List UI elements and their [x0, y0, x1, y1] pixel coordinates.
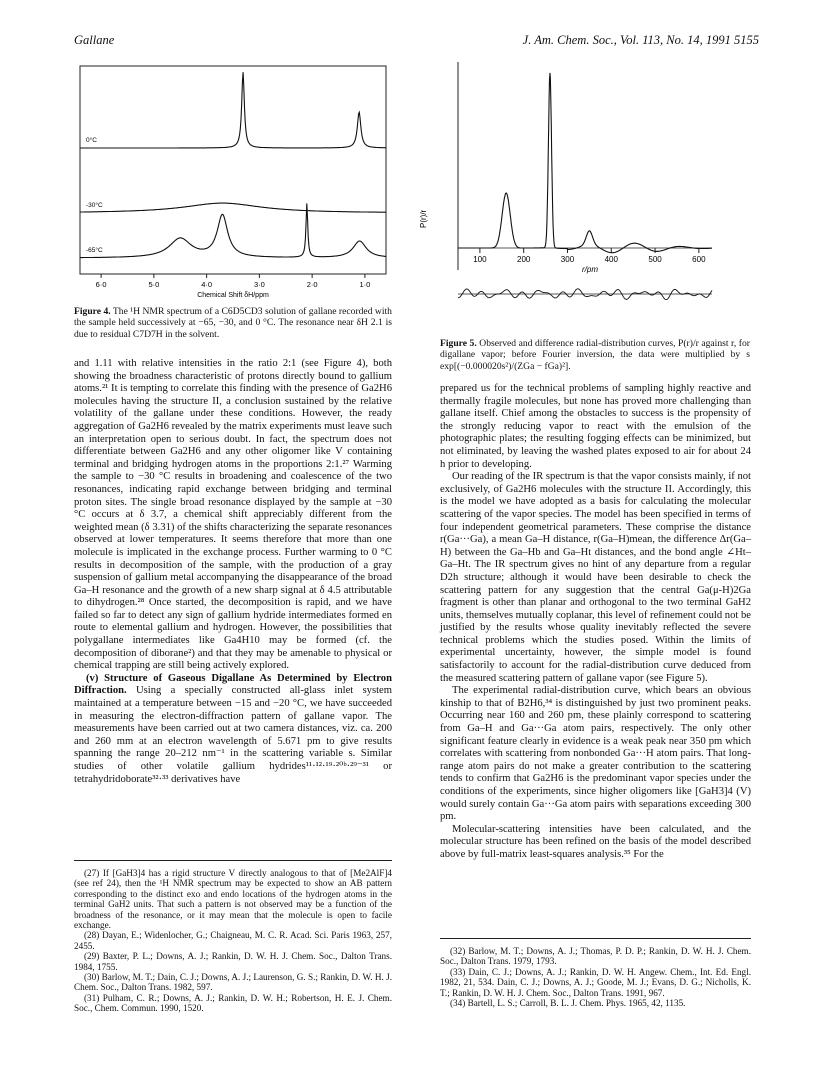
x-tick-label: 1·0 — [359, 280, 371, 289]
figure-4-x-axis-label: Chemical Shift δH/ppm — [197, 292, 269, 299]
x-tick-label: 200 — [517, 255, 531, 264]
left-paragraph-1: and 1.11 with relative intensities in the ratio 2:1 (see Figure 4), both showing the broadness characteristic of protons directly bound to gallium atoms.²¹ It is tempting to correlate this finding with the presence of Ga2H6 molecules having the structure II, a conclusion sustained by the relative volatility of the gallane under these conditions. However, the ready aggregation of Ga2H6 revealed by the matrix experiments must leave such an interpretation open to serious doubt. In fact, the spectrum does not differentiate between Ga2H6 and any other oligomer like V containing terminal and bridging hydrogen atoms in the proportions 2:1.²⁷ Warming the sample to −30 °C results in broadening and coalescence of the two resonances, indicating rapid exchange between bridging and terminal proton sites. The single broad resonance displayed by the sample at −30 °C occurs at δ 3.7, a chemical shift appreciably different from the weighted mean (δ 3.31) of the shifts characterizing the separate resonances observed at lower temperatures. It seems therefore that more than one molecule is implicated in the exchange process. Further warming to 0 °C results in decomposition of the sample, with the production of a gray suspension of gallium metal accompanying the disappearance of the broad Ga–H resonance and the growth of a new sharp signal at δ 4.5 attributable to dihydrogen.²⁸ Once started, the decomposition is rapid, and we have failed so far to detect any sign of gallium hydride intermediates formed en route to elemental gallium and hydrogen. However, the possibilities that polygallane intermediates like Ga4H10 may be formed (cf. the decomposition of diborane²) and that they may be amenable to physical or chemical trapping are still being actively explored. — [74, 358, 392, 672]
x-tick-label: 4·0 — [201, 280, 213, 289]
x-tick-label: 500 — [648, 255, 662, 264]
figure-5-caption — [440, 338, 750, 372]
figure-5-caption-text: Observed and difference radial-distribution curves, P(r)/r against r, for digallane vapor; before Fourier inversion, the data were multiplied by s exp[(−0.000020s²)/(ZGa − fGa)²]. — [440, 338, 750, 372]
footnote: (34) Bartell, L. S.; Carroll, B. L. J. Chem. Phys. 1965, 42, 1135. — [450, 998, 686, 1009]
nmr-trace — [80, 203, 386, 212]
left-column-body — [74, 358, 392, 786]
nmr-trace-temperature-label: -30°C — [86, 202, 103, 209]
footnote: (29) Baxter, P. L.; Downs, A. J.; Rankin, D. W. H. J. Chem. Soc., Dalton Trans. 1984, 1755. — [74, 951, 392, 972]
left-paragraph-2-text: Using a specially constructed all-glass inlet system maintained at a temperature between −15 and −20 °C, we have succeeded in measuring the electron-diffraction pattern of gallane vapor. The measurements have been carried out at two camera distances, viz. ca. 200 and 260 mm at an electron wavelength of 5.671 pm to give results spanning the range 20–212 nm⁻¹ in the scattering variable s. Similar studies of other volatile gallium hydrides¹¹·¹²·¹⁹·²⁰ᵇ·²⁹⁻³¹ or tetrahydridoborate³²·³³ derivatives have — [74, 685, 392, 785]
footnote: (31) Pulham, C. R.; Downs, A. J.; Rankin, D. W. H.; Robertson, H. E. J. Chem. Soc., Chem. Commun. 1990, 1520. — [74, 992, 392, 1014]
x-tick-label: 2·0 — [306, 280, 318, 289]
left-paragraph-2 — [74, 673, 392, 786]
right-paragraph-3: The experimental radial-distribution curve, which bears an obvious kinship to that of B2H6,³⁴ is distinguished by just two prominent peaks. Occurring near 160 and 260 pm, these plainly correspond to scattering from Ga–H and Ga···Ga atom pairs, respectively. The only other significant feature clearly in evidence is a weak peak near 350 pm which correlates with scattering from nonbonded Ga···H atom pairs. That long-range atom pairs do not make a greater contribution to the scattering tends to confirm that Ga2H6 is the predominant vapor species under the conditions of the experiments, since higher oligomers like [GaH3]4 (V) would surely contain Ga···Ga atom pairs with separations exceeding 300 pm. — [440, 685, 751, 823]
figure-4-frame — [80, 66, 386, 274]
right-paragraph-4: Molecular-scattering intensities have been calculated, and the molecular structure has been refined on the basis of the model described above by full-matrix least-squares analysis.³⁵ For the — [440, 823, 751, 860]
right-footnote-rule — [440, 938, 751, 939]
figure-4-caption-label: Figure 4. — [74, 306, 111, 317]
nmr-trace — [80, 72, 386, 148]
footnote: (28) Dayan, E.; Widenlocher, G.; Chaigneau, M. C. R. Acad. Sci. Paris 1963, 257, 2455. — [74, 930, 392, 951]
x-tick-label: 400 — [604, 255, 618, 264]
footnote: (33) Dain, C. J.; Downs, A. J.; Rankin, D. W. H. Angew. Chem., Int. Ed. Engl. 1982, 21, 534. Dain, C. J.; Downs, A. J.; Goode, M. J.; Evans, D. G.; Nicholls, K. T.; Rankin, D. W. H. J. Chem. Soc., Dalton Trans. 1991, 967. — [440, 966, 751, 998]
left-footnote-rule — [74, 860, 392, 861]
left-footnotes — [74, 868, 392, 1014]
x-tick-label: 100 — [473, 255, 487, 264]
nmr-trace-temperature-label: 0°C — [86, 137, 97, 144]
running-header-right: J. Am. Chem. Soc., Vol. 113, No. 14, 1991 5155 — [522, 33, 759, 47]
nmr-trace-temperature-label: -65°C — [86, 247, 103, 254]
right-paragraph-1: prepared us for the technical problems of sampling highly reactive and thermally fragile molecules, but none has proved more challenging than gallane itself. Chief among the obstacles to success is the propensity of the strongly reducing vapor to react with the emulsion of the photographic plates; the resulting fogging effects can be minimized, but not eliminated, by leaving the washed plates exposed to air for about 24 h prior to developing. — [440, 383, 751, 470]
figure-4-nmr-spectra — [74, 58, 394, 300]
x-tick-label: 5·0 — [148, 280, 160, 289]
footnote: (27) If [GaH3]4 has a rigid structure V directly analogous to that of [Me2AlF]4 (see ref 24), then the ¹H NMR spectrum may be expected to show an AB pattern corresponding to the distinct exo and endo locations of the hydrogen atoms in the terminal GaH2 units. That such a pattern is not observed may be a function of the broadness of the resonance, or it may mean that the molecule is open to facile exchange. — [74, 868, 392, 931]
figure-5-caption-label: Figure 5. — [440, 338, 477, 349]
section-heading-electron-diffraction: (v) Structure of Gaseous Digallane As Determined by Electron Diffraction. — [74, 672, 392, 697]
figure-5-observed-curve — [458, 73, 712, 253]
figure-5-radial-distribution — [412, 58, 752, 328]
x-tick-label: 3·0 — [253, 280, 265, 289]
x-tick-label: 600 — [692, 255, 706, 264]
right-footnotes — [440, 946, 751, 1008]
figure-5-x-axis-label: r/pm — [582, 265, 598, 274]
running-header-left: Gallane — [74, 33, 115, 47]
figure-5-y-axis-label: P(r)/r — [419, 209, 428, 228]
figure-4-caption — [74, 306, 392, 340]
figure-4-caption-text: The ¹H NMR spectrum of a C6D5CD3 solution of gallane recorded with the sample held successively at −65, −30, and 0 °C. The resonance near δH 2.1 is due to residual C7D7H in the solvent. — [74, 306, 392, 340]
right-paragraph-2: Our reading of the IR spectrum is that the vapor consists mainly, if not exclusively, of Ga2H6 molecules with the structure II. Accordingly, this is the model we have adopted as a basis for calculating the molecular scattering of the vapor species. The model has been specified in terms of four independent geometrical parameters. These comprise the distance r(Ga···Ga), a mean Ga–H distance, r(Ga–H)mean, the difference Δr(Ga–H) between the Ga–Hb and Ga–Ht distances, and the bond angle ∠Ht–Ga–Ht. The IR spectrum gives no hint of any departure from a regular D2h structure; although it would have been desirable to check the scattering pattern for any suggestion that the central Ga(μ-H)2Ga fragment is other than planar and orthogonal to the two terminal GaH2 units, themselves mutually coplanar, this level of refinement could not be justified by the results whose quality inevitably reflected the severe technical problems which the studies posed. Within the limits of experimental uncertainty, however, the simple model is found satisfactorily to account for the radial-distribution curve deduced from the measured scattering pattern of gallane vapor (see Figure 5). — [440, 471, 751, 684]
x-tick-label: 300 — [560, 255, 575, 264]
footnote: (30) Barlow, M. T.; Dain, C. J.; Downs, A. J.; Laurenson, G. S.; Rankin, D. W. H. J. Chem. Soc., Dalton Trans. 1982, 597. — [74, 972, 392, 993]
footnote: (32) Barlow, M. T.; Downs, A. J.; Thomas, P. D. P.; Rankin, D. W. H. J. Chem. Soc., Dalton Trans. 1979, 1793. — [440, 946, 751, 967]
x-tick-label: 6·0 — [95, 280, 107, 289]
right-column-body — [440, 383, 751, 862]
